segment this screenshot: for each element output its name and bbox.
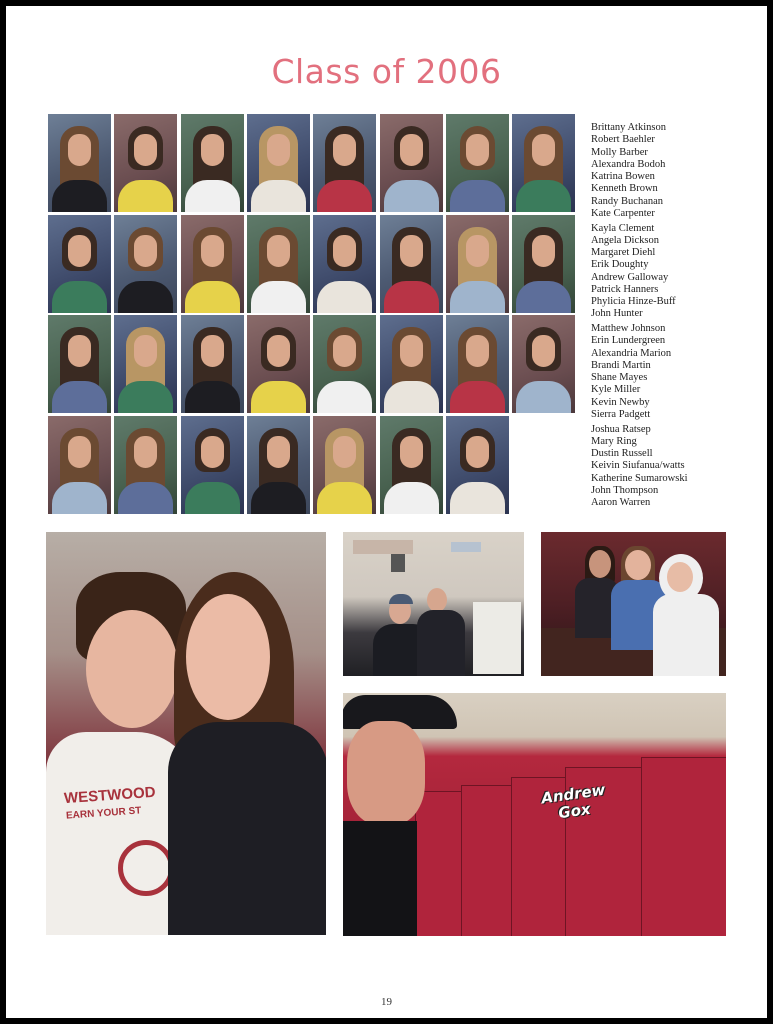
student-name: Kayla Clement xyxy=(591,222,655,234)
student-portrait xyxy=(48,114,111,212)
student-portrait xyxy=(313,315,376,413)
page-number: 19 xyxy=(381,996,392,1008)
shirt-text: WESTWOOD xyxy=(63,783,157,808)
student-portrait xyxy=(380,114,443,212)
peace-sign-icon xyxy=(118,840,174,896)
candid-photo-bench xyxy=(541,532,726,676)
student-portrait xyxy=(48,416,111,514)
student-name: Aaron Warren xyxy=(591,497,651,508)
student-portrait xyxy=(512,315,575,413)
student-portrait xyxy=(380,416,443,514)
student-portrait xyxy=(446,315,509,413)
student-portrait xyxy=(48,215,111,313)
student-name: Robert Baehler xyxy=(591,134,655,146)
student-portrait xyxy=(512,215,575,313)
student-portrait xyxy=(114,215,177,313)
student-portrait xyxy=(446,416,509,514)
student-name: Kate Carpenter xyxy=(591,207,655,219)
student-name: Matthew Johnson xyxy=(591,323,666,334)
student-portrait xyxy=(114,416,177,514)
guy-with-cap xyxy=(343,693,463,936)
student-name: Phylicia Hinze-Buff xyxy=(591,296,676,307)
student-name: Brittany Atkinson xyxy=(591,122,666,133)
student-portrait xyxy=(114,315,177,413)
student-name: Margaret Diehl xyxy=(591,247,656,258)
shirt-subtext: EARN YOUR ST xyxy=(65,805,142,822)
student-portrait xyxy=(512,114,575,212)
page-title: Class of 2006 xyxy=(271,52,502,91)
student-name: John Hunter xyxy=(591,308,643,320)
student-portrait xyxy=(380,215,443,313)
student-portrait xyxy=(380,315,443,413)
student-name: Molly Barber xyxy=(591,146,648,158)
student-portrait xyxy=(181,114,244,212)
student-name: Patrick Hanners xyxy=(591,283,659,295)
student-portrait xyxy=(247,114,310,212)
student-name: Sierra Padgett xyxy=(591,408,651,420)
name-group xyxy=(591,122,741,220)
student-portrait xyxy=(181,315,244,413)
student-portrait xyxy=(114,114,177,212)
portrait-grid xyxy=(48,114,576,514)
student-name: Joshua Ratsep xyxy=(591,423,651,435)
student-name: Erik Doughty xyxy=(591,259,649,271)
candid-photo-friends xyxy=(46,532,326,935)
student-portrait xyxy=(313,114,376,212)
student-portrait xyxy=(181,416,244,514)
student-name: Andrew Galloway xyxy=(591,271,669,283)
student-name: Alexandria Marion xyxy=(591,347,672,359)
student-name: Kevin Newby xyxy=(591,396,650,408)
candid-photo-classroom xyxy=(343,532,524,676)
student-name-list xyxy=(591,122,741,512)
student-portrait xyxy=(313,416,376,514)
student-portrait xyxy=(181,215,244,313)
student-name: Shane Mayes xyxy=(591,372,648,383)
student-portrait xyxy=(313,215,376,313)
student-name: Brandi Martin xyxy=(591,359,651,371)
student-portrait xyxy=(446,114,509,212)
student-portrait xyxy=(247,416,310,514)
student-name: Mary Ring xyxy=(591,435,637,447)
name-group xyxy=(591,223,741,321)
student-name: Kyle Miller xyxy=(591,384,641,396)
student-name: Randy Buchanan xyxy=(591,195,664,207)
student-name: Dustin Russell xyxy=(591,448,653,459)
girl-right xyxy=(168,572,326,935)
student-name: Erin Lundergreen xyxy=(591,335,666,347)
student-name: John Thompson xyxy=(591,484,659,496)
student-name: Katherine Sumarowski xyxy=(591,472,688,484)
student-portrait xyxy=(247,215,310,313)
locker-graffiti: Andrew Gox xyxy=(540,780,607,823)
candid-photo-lockers xyxy=(343,693,726,936)
student-name: Kenneth Brown xyxy=(591,183,658,195)
student-portrait xyxy=(446,215,509,313)
name-group xyxy=(591,424,741,510)
student-name: Katrina Bowen xyxy=(591,171,655,182)
name-group xyxy=(591,323,741,421)
student-name: Alexandra Bodoh xyxy=(591,158,666,170)
student-portrait xyxy=(247,315,310,413)
student-name: Angela Dickson xyxy=(591,234,659,246)
student-name: Keivin Siufanua/watts xyxy=(591,460,685,472)
student-portrait xyxy=(48,315,111,413)
